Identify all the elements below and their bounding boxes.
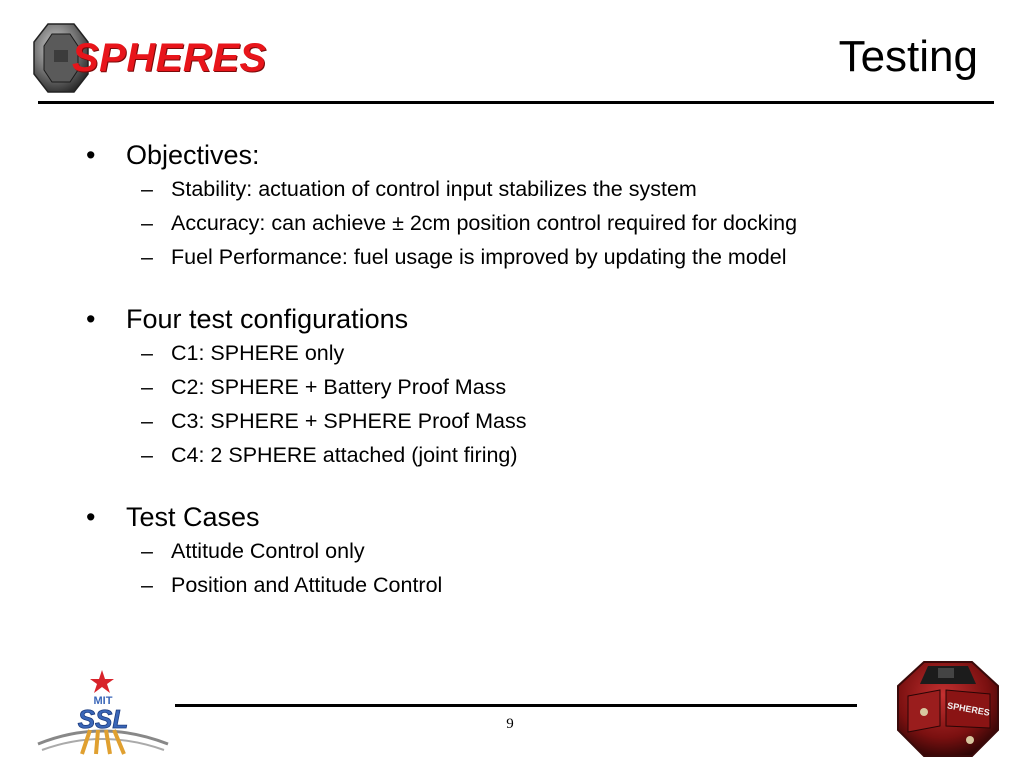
bullet-text: Four test configurations	[126, 304, 409, 334]
slide-body	[86, 138, 966, 630]
bullet-text: Test Cases	[126, 502, 260, 532]
sub-bullet-item	[86, 240, 966, 274]
sub-bullet-text: C2: SPHERE + Battery Proof Mass	[171, 375, 507, 399]
sub-bullet-item	[86, 534, 966, 568]
sub-bullet-text: Stability: actuation of control input stabilizes the system	[171, 177, 697, 201]
dash-icon: –	[141, 443, 153, 467]
bullet-item	[86, 138, 966, 172]
photo-label: SPHERES	[946, 700, 991, 718]
sub-bullet-item	[86, 438, 966, 472]
spheres-satellite-photo	[894, 656, 1002, 760]
sub-bullet-item	[86, 172, 966, 206]
sub-bullet-text: C3: SPHERE + SPHERE Proof Mass	[171, 409, 527, 433]
sub-bullet-text: C1: SPHERE only	[171, 341, 345, 365]
sub-bullet-text: Attitude Control only	[171, 539, 365, 563]
dash-icon: –	[141, 375, 153, 399]
dash-icon: –	[141, 573, 153, 597]
footer-divider	[175, 704, 857, 707]
sub-bullet-text: C4: 2 SPHERE attached (joint firing)	[171, 443, 518, 467]
sub-bullet-text: Fuel Performance: fuel usage is improved by updating the model	[171, 245, 787, 269]
sub-bullet-text: Position and Attitude Control	[171, 573, 443, 597]
sub-bullet-item	[86, 206, 966, 240]
logo-mit-text: MIT	[93, 695, 113, 707]
sub-bullet-item	[86, 568, 966, 602]
header-divider	[38, 101, 994, 104]
bullet-item	[86, 302, 966, 336]
dash-icon: –	[141, 245, 153, 269]
bullet-group-objectives	[86, 138, 966, 274]
page-number: 9	[506, 716, 514, 732]
sub-bullet-item	[86, 370, 966, 404]
dash-icon: –	[141, 539, 153, 563]
bullet-group-test-cases	[86, 500, 966, 602]
sub-bullet-text: Accuracy: can achieve ± 2cm position control required for docking	[171, 211, 798, 235]
sub-bullet-item	[86, 336, 966, 370]
bullet-dot-icon: •	[86, 304, 96, 334]
spheres-brand-wordmark: SPHERES	[72, 36, 267, 80]
dash-icon: –	[141, 211, 153, 235]
bullet-dot-icon: •	[86, 140, 96, 170]
mit-ssl-logo	[32, 668, 174, 758]
bullet-item	[86, 500, 966, 534]
logo-ssl-text: SSL	[77, 704, 129, 734]
dash-icon: –	[141, 177, 153, 201]
sub-bullet-item	[86, 404, 966, 438]
dash-icon: –	[141, 341, 153, 365]
slide-title: Testing	[838, 32, 978, 81]
dash-icon: –	[141, 409, 153, 433]
bullet-group-configurations	[86, 302, 966, 472]
bullet-dot-icon: •	[86, 502, 96, 532]
bullet-text: Objectives:	[126, 140, 260, 170]
